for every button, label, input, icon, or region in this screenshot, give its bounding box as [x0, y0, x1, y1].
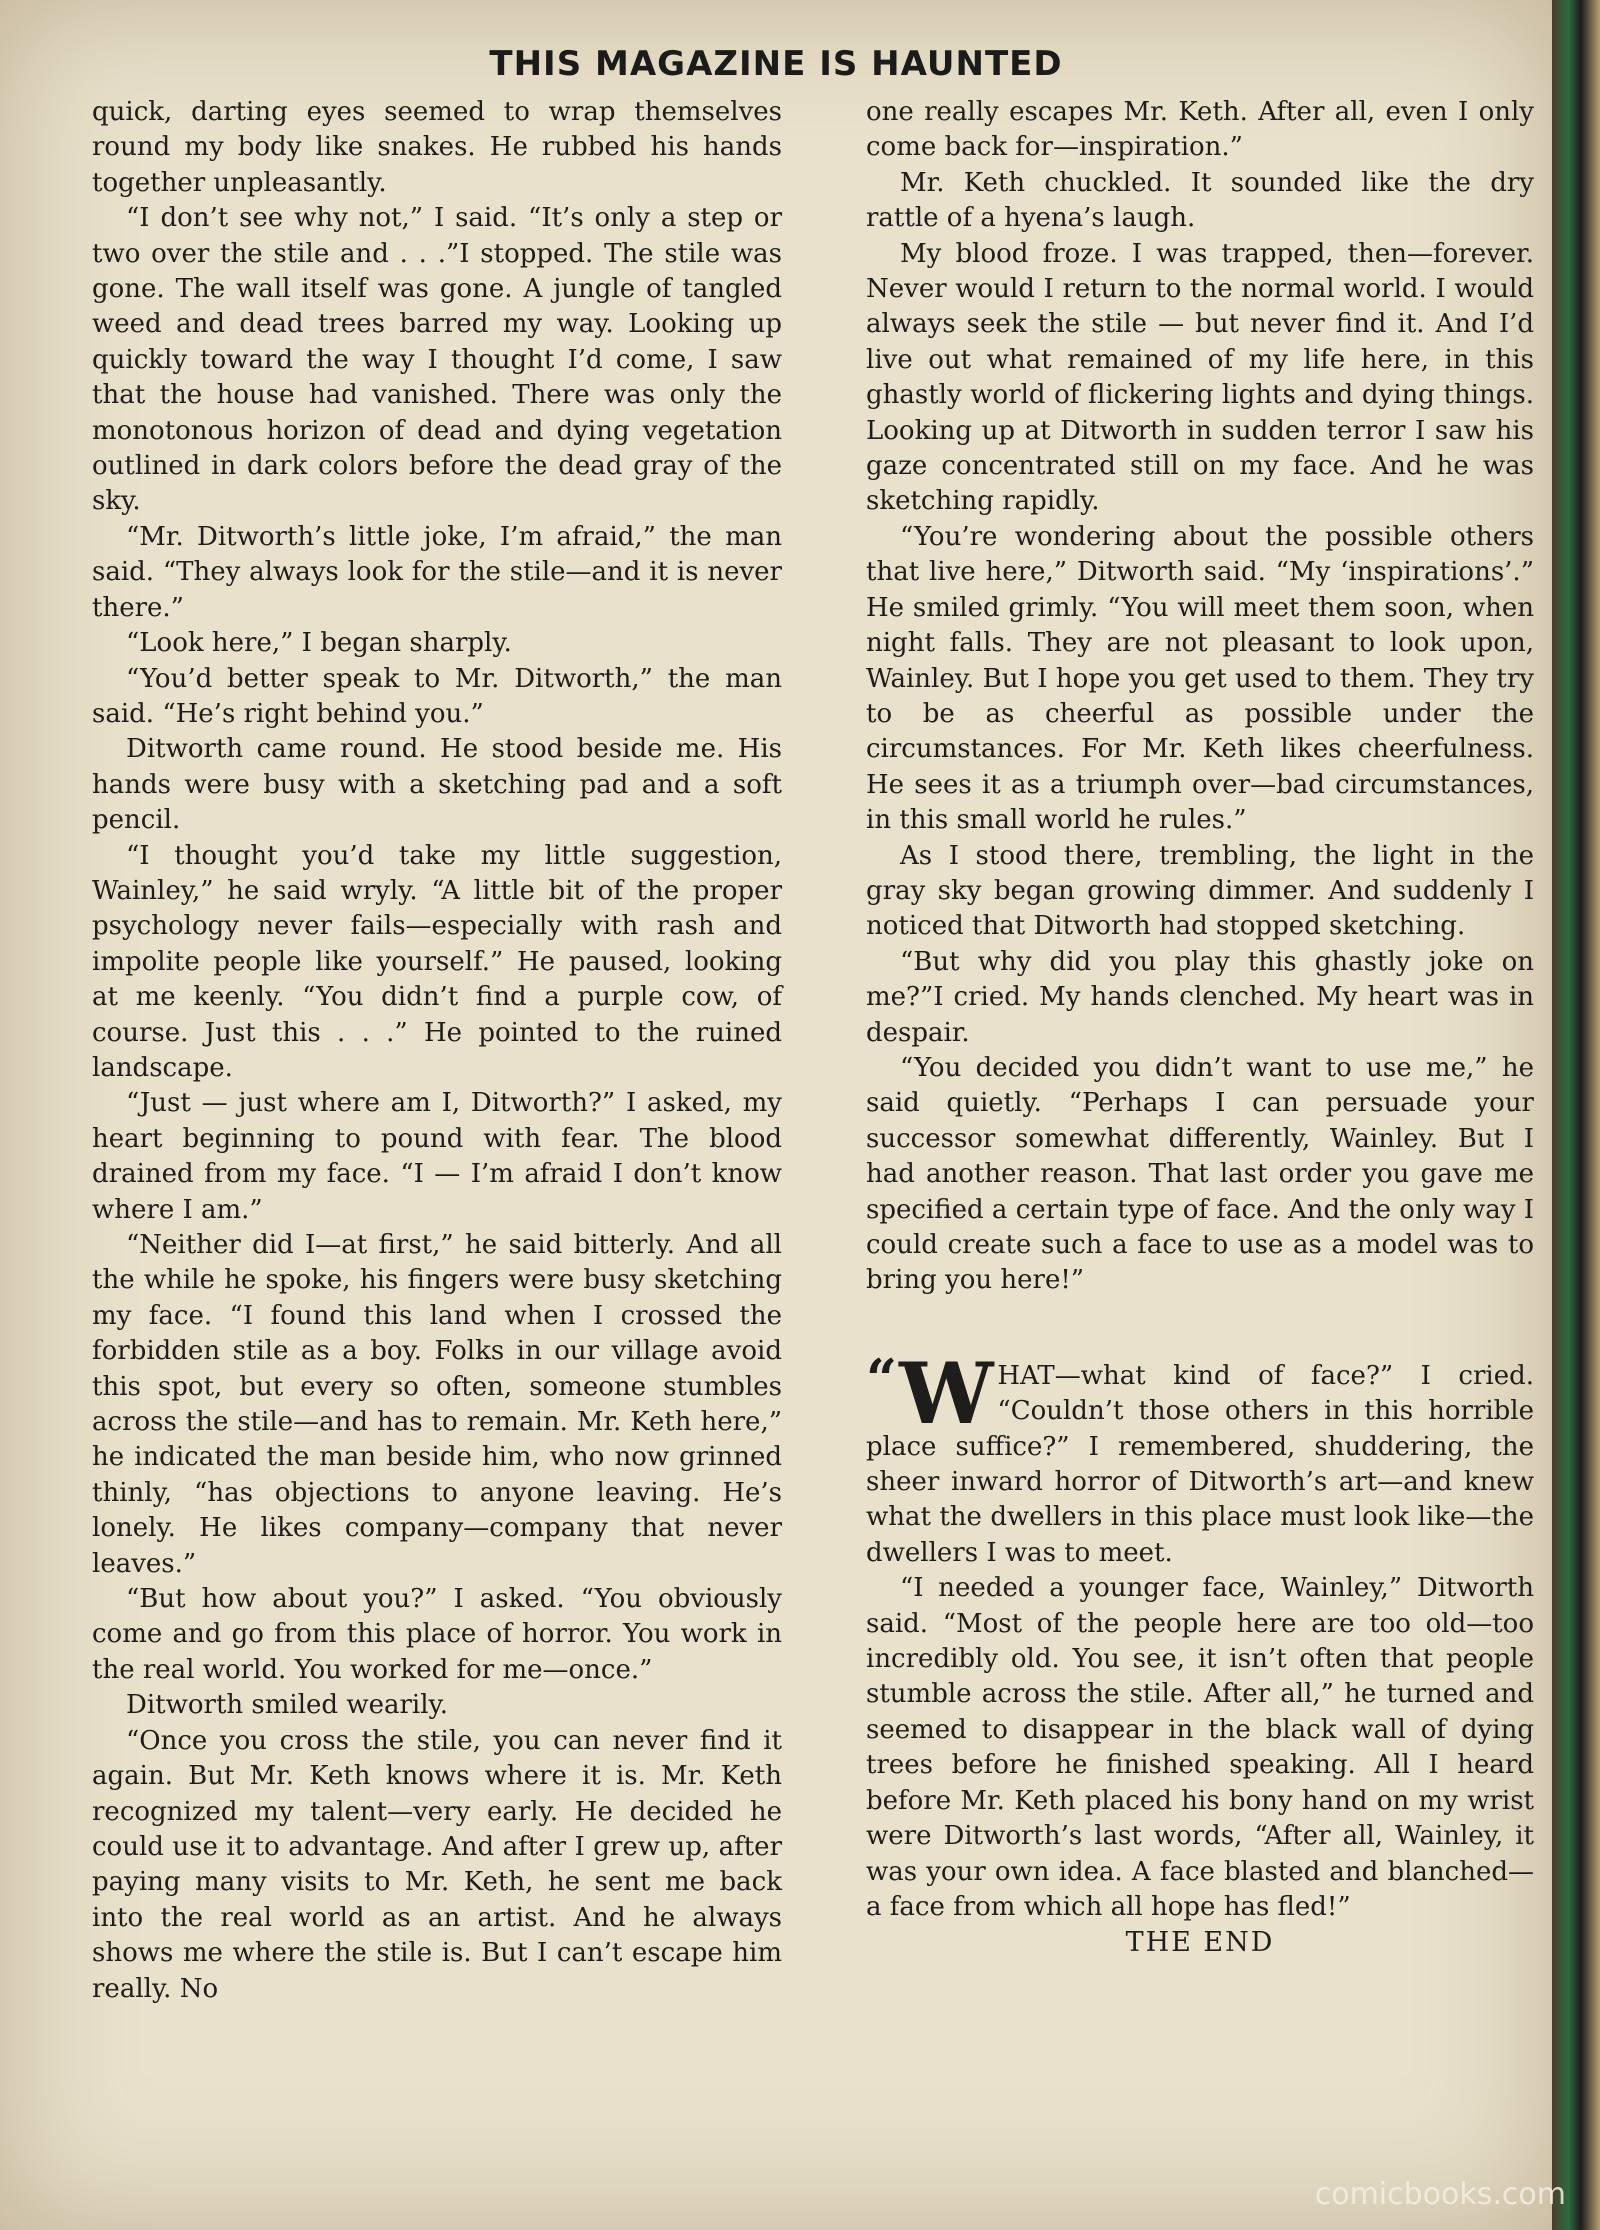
dropcap-letter: W	[899, 1343, 994, 1443]
paragraph: “I needed a younger face, Wainley,” Ditworth said. “Most of the people here are too old—too incredibly old. You see, it isn’t often that people stumble across the stile. After all,” he turned and seemed to disappear in the black wall of dying trees before he finished speaking. All I heard before Mr. Keth placed his bony hand on my wrist were Ditworth’s last words, “After all, Wainley, it was your own idea. A face blasted and blanched—a face from which all hope has fled!”	[866, 1573, 1534, 1922]
paragraph: one really escapes Mr. Keth. After all, even I only come back for—inspiration.”	[866, 97, 1534, 163]
paragraph: Mr. Keth chuckled. It sounded like the dry rattle of a hyena’s laugh.	[866, 167, 1534, 234]
right-text-column	[866, 95, 1534, 1961]
dropcap-paragraph	[866, 1343, 1534, 1571]
paragraph: “Neither did I—at first,” he said bitterly. And all the while he spoke, his fingers were busy sketching my face. “I found this land when I crossed the forbidden stile as a boy. Folks in our village avoid this spot, but every so often, someone stumbles across the stile—and has to remain. Mr. Keth here,” he indicated the man beside him, who now grinned thinly, “has objections to anyone leaving. He’s lonely. He likes company—company that never leaves.”	[92, 1230, 782, 1579]
paragraph: quick, darting eyes seemed to wrap themselves round my body like snakes. He rubbed his hands together unpleasantly.	[92, 97, 782, 198]
paragraph: “You’re wondering about the possible others that live here,” Ditworth said. “My ‘inspirations’.” He smiled grimly. “You will meet them soon, when night falls. They are not pleasant to look upon, Wainley. But I hope you get used to them. They try to be as cheerful as possible under the circumstances. For Mr. Keth likes cheerfulness. He sees it as a triumph over—bad circumstances, in this small world he rules.”	[866, 521, 1534, 836]
paragraph: “But how about you?” I asked. “You obviously come and go from this place of horror. You work in the real world. You worked for me—once.”	[92, 1584, 782, 1685]
paragraph: “But why did you play this ghastly joke on me?”I cried. My hands clenched. My heart was in despair.	[866, 946, 1534, 1048]
paragraph: “Just — just where am I, Ditworth?” I asked, my heart beginning to pound with fear. The blood drained from my face. “I — I’m afraid I don’t know where I am.”	[92, 1088, 782, 1225]
paragraph: “Mr. Ditworth’s little joke, I’m afraid,” the man said. “They always look for the stile—and it is never there.”	[92, 521, 782, 623]
paragraph: My blood froze. I was trapped, then—forever. Never would I return to the normal world. I would always seek the stile — but never find it. And I’d live out what remained of my life here, in this ghastly world of flickering lights and dying things. Looking up at Ditworth in sudden terror I saw his gaze concentrated still on my face. And he was sketching rapidly.	[866, 238, 1534, 517]
paragraph: “I don’t see why not,” I said. “It’s only a step or two over the stile and . . .”I stopped. The stile was gone. The wall itself was gone. A jungle of tangled weed and dead trees barred my way. Looking up quickly toward the way I thought I’d come, I saw that the house had vanished. There was only the monotonous horizon of dead and dying vegetation outlined in dark colors before the dead gray of the sky.	[92, 203, 782, 517]
running-header: THIS MAGAZINE IS HAUNTED	[489, 44, 1063, 84]
paragraph: As I stood there, trembling, the light in the gray sky began growing dimmer. And suddenly I noticed that Ditworth had stopped sketching.	[866, 840, 1534, 942]
paragraph: “You’d better speak to Mr. Ditworth,” the man said. “He’s right behind you.”	[92, 663, 782, 729]
paragraph: Ditworth smiled wearily.	[126, 1690, 449, 1721]
the-end-label: THE END	[1125, 1927, 1275, 1959]
paragraph: “Look here,” I began sharply.	[126, 628, 512, 659]
dropcap-quote: “	[866, 1346, 898, 1411]
paragraph: “Once you cross the stile, you can never find it again. But Mr. Keth knows where it is. Mr. Keth recognized my talent—very early. He decided he could use it to advantage. And after I grew up, after paying many visits to Mr. Keth, he sent me back into the real world as an artist. And he always shows me where the stile is. But I can’t escape him really. No	[92, 1725, 782, 2004]
dropcap-text: HAT—what kind of face?” I cried. “Couldn’t those others in this horrible place suffice?” I remembered, shuddering, the sheer inward horror of Ditworth’s art—and knew what the dwellers in this place must look like—the dwellers I was to meet.	[866, 1360, 1534, 1568]
paragraph: “You decided you didn’t want to use me,” he said quietly. “Perhaps I can persuade your successor somewhat differently, Wainley. But I had another reason. That last order you gave me specified a certain type of face. And the only way I could create such a face to use as a model was to bring you here!”	[866, 1052, 1534, 1296]
site-watermark: comicbooks.com	[1314, 2177, 1566, 2212]
paragraph: “I thought you’d take my little suggestion, Wainley,” he said wryly. “A little bit of the proper psychology never fails—especially with rash and impolite people like yourself.” He paused, looking at me keenly. “You didn’t find a purple cow, of course. Just this . . .” He pointed to the ruined landscape.	[92, 840, 782, 1083]
adjacent-page-edge	[1552, 0, 1600, 2230]
left-text-column	[92, 95, 782, 2007]
paragraph: Ditworth came round. He stood beside me. His hands were busy with a sketching pad and a soft pencil.	[92, 734, 782, 836]
